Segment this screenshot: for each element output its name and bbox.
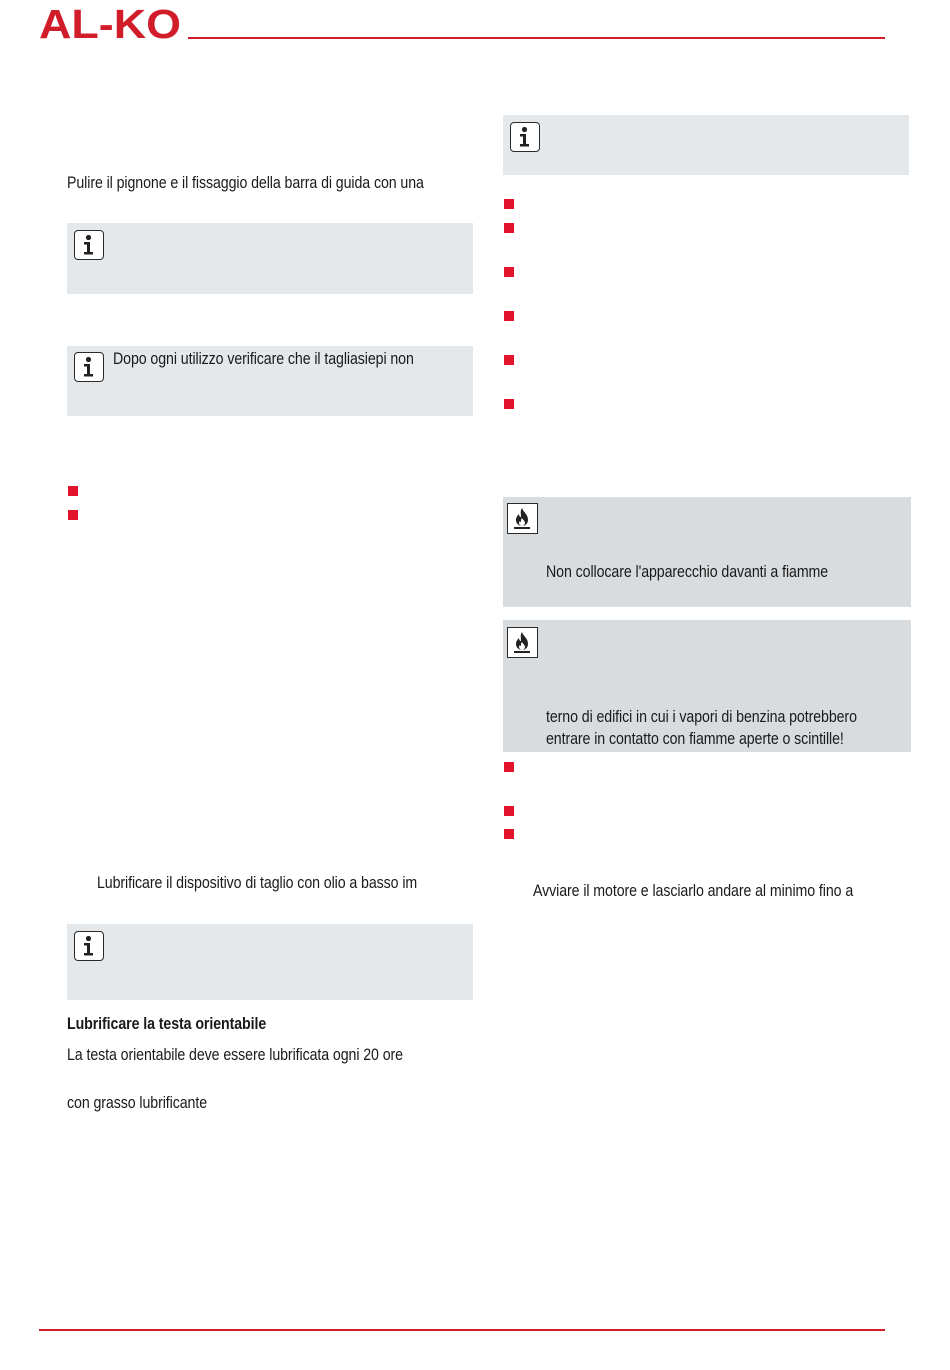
header-rule xyxy=(188,37,885,39)
info-box-2-text: Dopo ogni utilizzo verificare che il tagliasiepi non xyxy=(113,350,414,368)
info-box-1 xyxy=(67,223,473,294)
info-icon xyxy=(74,230,104,260)
text-avviare-motore: Avviare il motore e lasciarlo andare al minimo fino a xyxy=(533,882,854,900)
warning-box-1 xyxy=(503,497,911,607)
info-box-top-right xyxy=(503,115,909,175)
text-testa-1: La testa orientabile deve essere lubrificata ogni 20 ore xyxy=(67,1046,403,1064)
text-testa-2: con grasso lubrificante xyxy=(67,1094,208,1112)
flame-icon xyxy=(507,627,538,658)
info-icon xyxy=(74,931,104,961)
info-icon xyxy=(510,122,540,152)
warning-box-2 xyxy=(503,620,911,752)
bullet-right-9 xyxy=(504,829,514,839)
bullet-right-4 xyxy=(504,311,514,321)
warning-box-2-line1: terno di edifici in cui i vapori di benzina potrebbero xyxy=(546,708,857,726)
footer-rule xyxy=(39,1329,885,1331)
bullet-right-8 xyxy=(504,806,514,816)
warning-box-2-line2: entrare in contatto con fiamme aperte o scintille! xyxy=(546,730,844,748)
warning-box-1-text: Non collocare l'apparecchio davanti a fiamme xyxy=(546,563,829,581)
bullet-right-2 xyxy=(504,223,514,233)
logo-text: AL-KO xyxy=(39,6,181,42)
flame-icon xyxy=(507,503,538,534)
info-icon xyxy=(74,352,104,382)
info-box-3 xyxy=(67,924,473,1000)
heading-lubrificare-testa: Lubrificare la testa orientabile xyxy=(67,1015,267,1033)
bullet-right-1 xyxy=(504,199,514,209)
alko-logo-graphic xyxy=(39,6,181,42)
bullet-right-3 xyxy=(504,267,514,277)
text-lubrificare-dispositivo: Lubrificare il dispositivo di taglio con olio a basso im xyxy=(97,874,418,892)
bullet-left-2 xyxy=(68,510,78,520)
bullet-left-1 xyxy=(68,486,78,496)
alko-logo xyxy=(39,6,181,42)
text-pulire-pignone: Pulire il pignone e il fissaggio della barra di guida con una xyxy=(67,174,424,192)
info-box-2 xyxy=(67,346,473,416)
bullet-right-6 xyxy=(504,399,514,409)
bullet-right-7 xyxy=(504,762,514,772)
bullet-right-5 xyxy=(504,355,514,365)
